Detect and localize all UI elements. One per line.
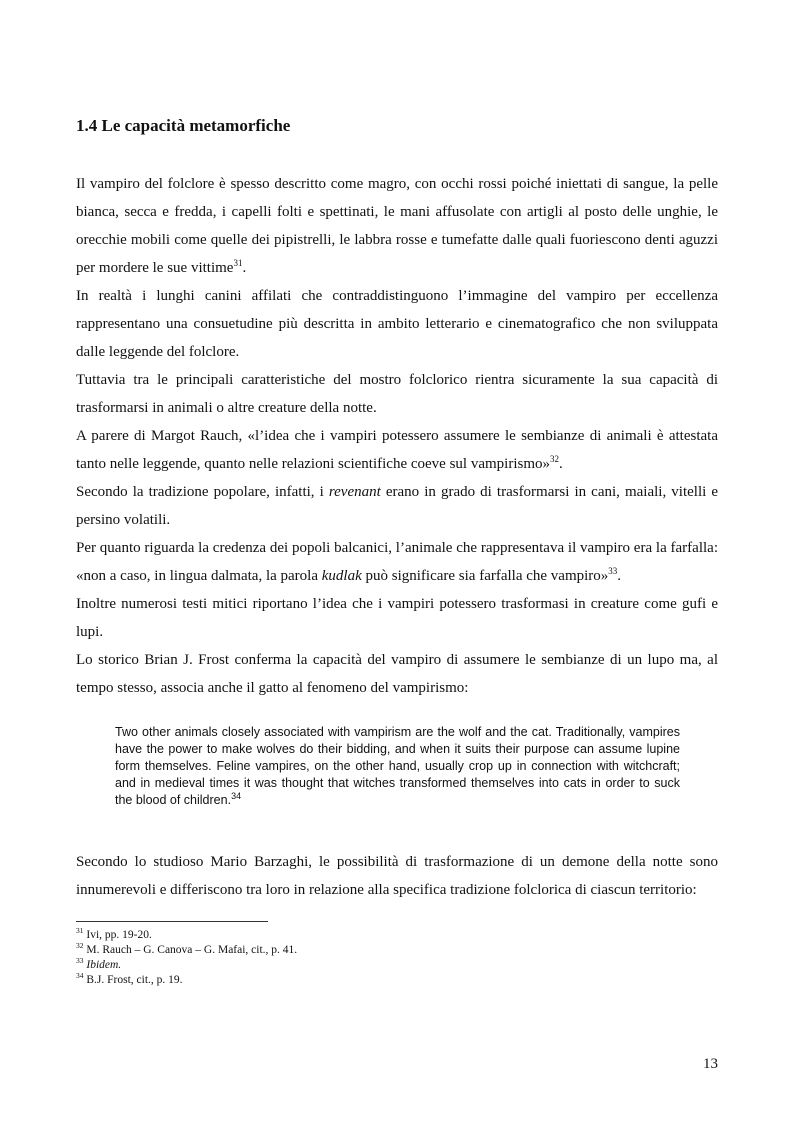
paragraph-2: In realtà i lunghi canini affilati che contraddistinguono l’immagine del vampiro per eccellenza rappresentano una consuetudine più descritta in ambito letterario e cinematografico che non sviluppata dalle leggende del folclore. xyxy=(76,288,718,360)
paragraph-6: Per quanto riguarda la credenza dei popoli balcanici, l’animale che rappresentava il vampiro era la farfalla: «non a caso, in lingua dalmata, la parola kudlak può significare sia farfalla che vampiro»$^{33}$. xyxy=(76,540,718,584)
footnote-33: $^{33}$ Ibidem. xyxy=(76,956,122,971)
paragraph-3: Tuttavia tra le principali caratteristiche del mostro folclorico rientra sicuramente la sua capacità di trasformarsi in animali o altre creature della notte. xyxy=(76,372,718,416)
footnote-34: $^{34}$ B.J. Frost, cit., p. 19. xyxy=(76,971,183,986)
paragraph-7: Inoltre numerosi testi mitici riportano l’idea che i vampiri potessero trasformasi in creature come gufi e lupi. xyxy=(76,596,718,640)
paragraph-8: Lo storico Brian J. Frost conferma la capacità del vampiro di assumere le sembianze di un lupo ma, al tempo stesso, associa anche il gatto al fenomeno del vampirismo: xyxy=(76,652,718,696)
paragraph-1: Il vampiro del folclore è spesso descritto come magro, con occhi rossi poiché iniettati di sangue, la pelle bianca, secca e fredda, i capelli folti e spettinati, le mani affusolate con artigli al posto delle unghie, le orecchie mobili come quelle dei pipistrelli, le labbra rosse e tumefatte dalle quali fuoriescono denti aguzzi per mordere le sue vittime$^{31}$. xyxy=(76,176,718,276)
footnote-ref-32[interactable]: 32 xyxy=(550,454,560,464)
paragraph-9: Secondo lo studioso Mario Barzaghi, le possibilità di trasformazione di un demone della notte sono innumerevoli e differiscono tra loro in relazione alla specifica tradizione folclorica di ciascun territorio: xyxy=(76,854,718,898)
section-heading: 1.4 Le capacità metamorfiche xyxy=(76,116,291,135)
footnote-32: $^{32}$ M. Rauch – G. Canova – G. Mafai, cit., p. 41. xyxy=(76,941,298,956)
footnotes xyxy=(76,928,297,988)
footnote-ref-34[interactable]: 34 xyxy=(231,790,242,801)
body-text-continued xyxy=(76,833,718,919)
footnote-ref-31[interactable]: 31 xyxy=(233,258,243,268)
footnote-31: $^{31}$ Ivi, pp. 19-20. xyxy=(76,926,152,941)
footnote-ref-33[interactable]: 33 xyxy=(608,566,618,576)
paragraph-4: A parere di Margot Rauch, «l’idea che i vampiri potessero assumere le sembianze di animali è attestata tanto nelle leggende, quanto nelle relazioni scientifiche coeve sul vampirismo»$^{32}$. xyxy=(76,428,718,472)
page-number: 13 xyxy=(703,1056,718,1072)
block-quote: Two other animals closely associated with vampirism are the wolf and the cat. Traditionally, vampires have the power to make wolves do their bidding, and when it suits their purpose can assume lupine form themselves. Feline vampires, on the other hand, usually crop up in connection with witchcraft; and in medieval times it was thought that witches transformed themselves into cats in order to suck the blood of children.$^{34}$ xyxy=(115,725,680,807)
footnote-separator xyxy=(76,921,268,922)
paragraph-5: Secondo la tradizione popolare, infatti, i revenant erano in grado di trasformarsi in cani, maiali, vitelli e persino volatili. xyxy=(76,484,719,528)
body-text-main xyxy=(76,170,718,702)
